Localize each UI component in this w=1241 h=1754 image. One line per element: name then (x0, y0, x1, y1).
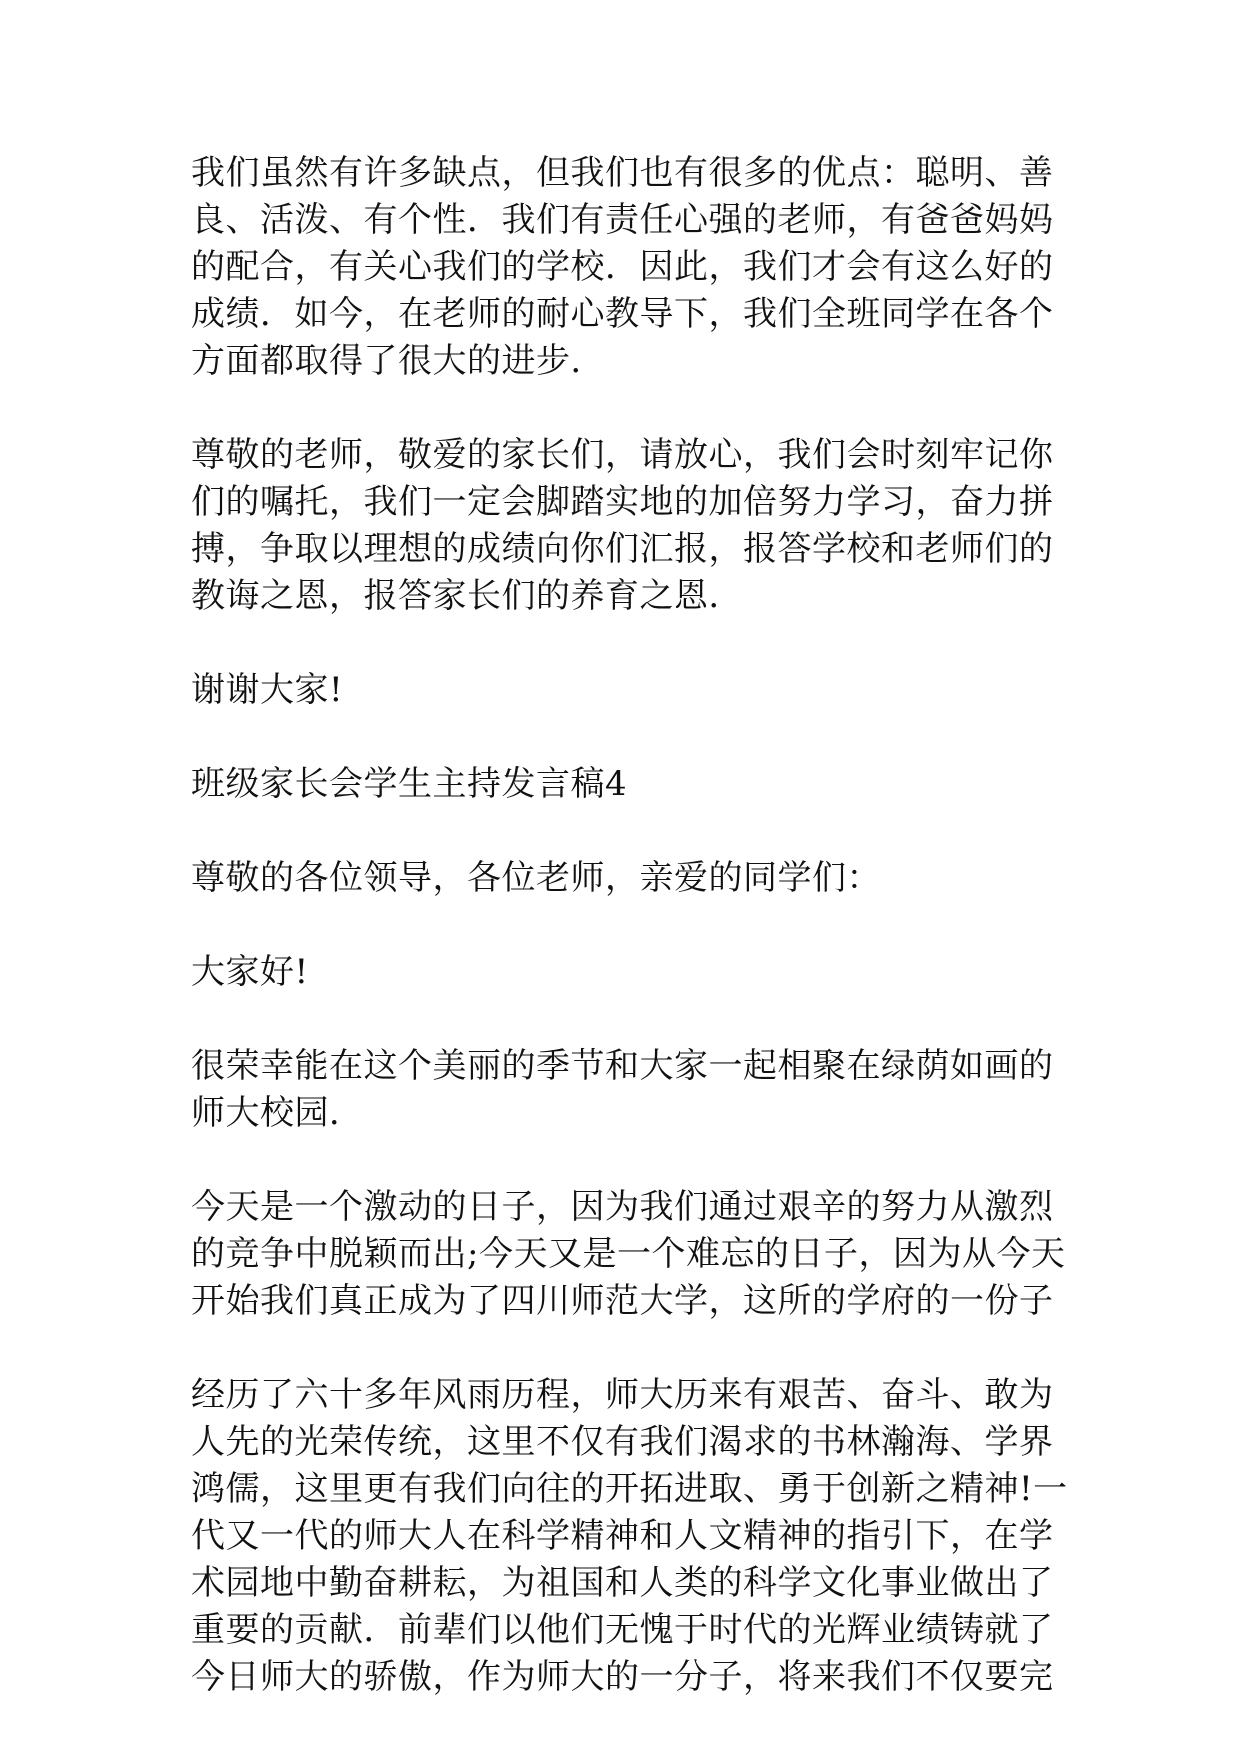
text-line: 我们虽然有许多缺点，但我们也有很多的优点：聪明、善 (191, 153, 1054, 193)
text-line: 的竞争中脱颖而出;今天又是一个难忘的日子，因为从今天 (191, 1234, 1066, 1274)
text-line: 代又一代的师大人在科学精神和人文精神的指引下，在学 (191, 1516, 1054, 1556)
paragraph-closing-thanks (191, 667, 1061, 714)
paragraph (191, 1043, 1061, 1137)
text-line: 的配合，有关心我们的学校．因此，我们才会有这么好的 (191, 247, 1054, 287)
section-heading (191, 761, 1061, 808)
text-line: 开始我们真正成为了四川师范大学，这所的学府的一份子 (191, 1281, 1054, 1321)
paragraph (191, 1372, 1068, 1701)
text-line: 们的嘱托，我们一定会脚踏实地的加倍努力学习，奋力拼 (191, 482, 1054, 522)
text-line: 经历了六十多年风雨历程，师大历来有艰苦、奋斗、敢为 (191, 1375, 1054, 1415)
greeting (191, 949, 1061, 996)
text-line: 鸿儒，这里更有我们向往的开拓进取、勇于创新之精神!一 (191, 1469, 1068, 1509)
document-body (191, 150, 1068, 1748)
text-line: 尊敬的各位领导，各位老师，亲爱的同学们： (191, 858, 881, 898)
text-line: 大家好! (191, 952, 309, 992)
text-line: 尊敬的老师，敬爱的家长们，请放心，我们会时刻牢记你 (191, 435, 1054, 475)
text-line: 术园地中勤奋耕耘，为祖国和人类的科学文化事业做出了 (191, 1563, 1054, 1603)
text-line: 今天是一个激动的日子，因为我们通过艰辛的努力从激烈 (191, 1187, 1054, 1227)
text-line: 成绩．如今，在老师的耐心教导下，我们全班同学在各个 (191, 294, 1054, 334)
text-line: 谢谢大家! (191, 670, 344, 710)
text-line: 方面都取得了很大的进步． (191, 341, 605, 381)
heading-line: 班级家长会学生主持发言稿4 (191, 764, 628, 804)
text-line: 教诲之恩，报答家长们的养育之恩． (191, 576, 743, 616)
text-line: 搏，争取以理想的成绩向你们汇报，报答学校和老师们的 (191, 529, 1054, 569)
salutation (191, 855, 1061, 902)
paragraph (191, 432, 1061, 620)
text-line: 师大校园． (191, 1093, 364, 1133)
text-line: 重要的贡献．前辈们以他们无愧于时代的光辉业绩铸就了 (191, 1610, 1054, 1650)
text-line: 很荣幸能在这个美丽的季节和大家一起相聚在绿荫如画的 (191, 1046, 1054, 1086)
paragraph (191, 1184, 1066, 1325)
paragraph (191, 150, 1061, 385)
text-line: 人先的光荣传统，这里不仅有我们渴求的书林瀚海、学界 (191, 1422, 1054, 1462)
text-line: 今日师大的骄傲，作为师大的一分子，将来我们不仅要完 (191, 1657, 1054, 1697)
text-line: 良、活泼、有个性．我们有责任心强的老师，有爸爸妈妈 (191, 200, 1054, 240)
